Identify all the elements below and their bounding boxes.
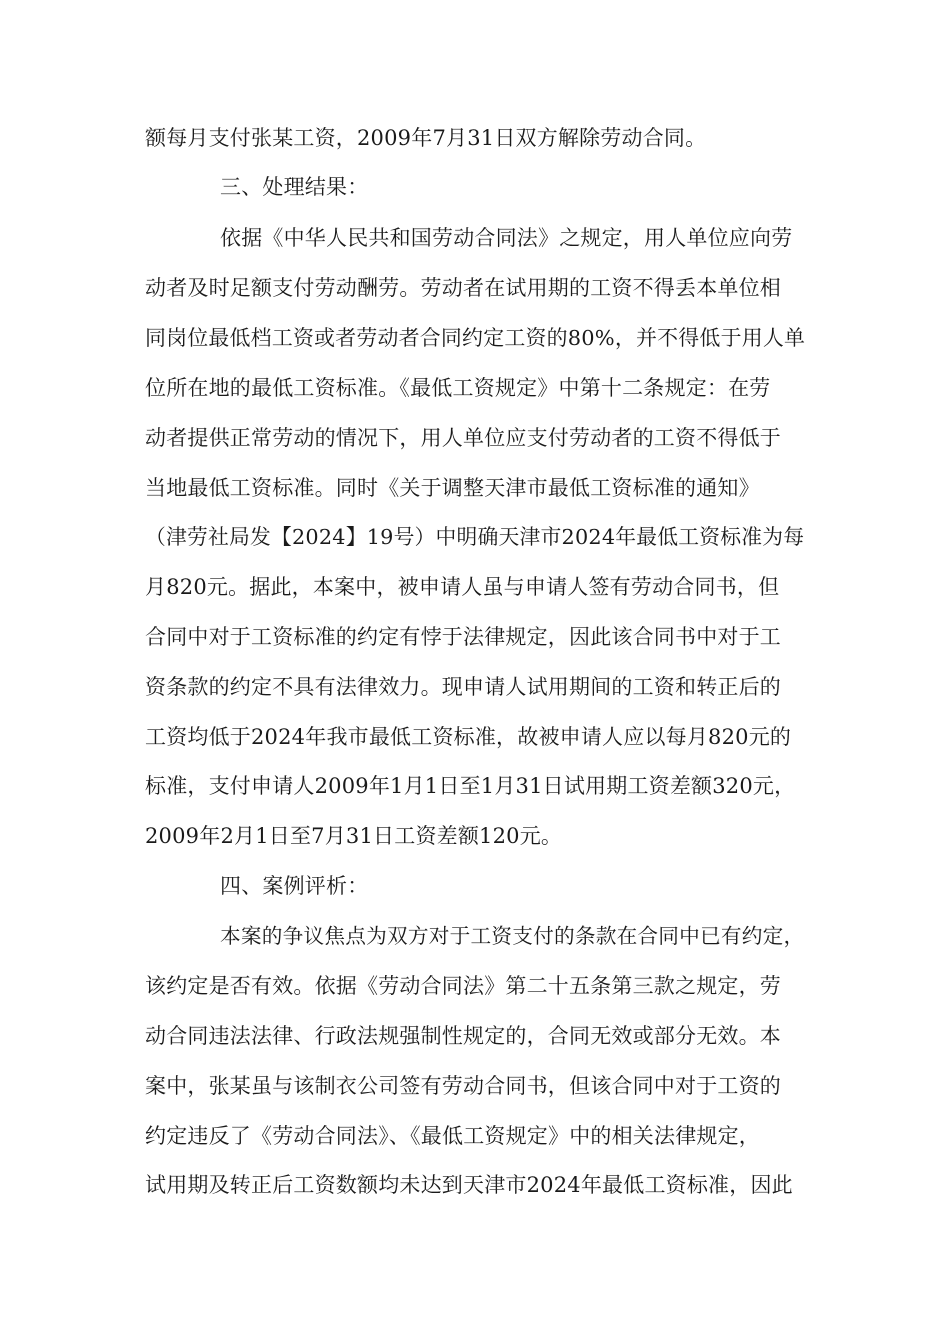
section-heading: 三、处理结果： — [220, 175, 369, 199]
text-line: （津劳社局发【2024】19号）中明确天津市2024年最低工资标准为每 — [145, 525, 805, 549]
text-line: 标准，支付申请人2009年1月1日至1月31日试用期工资差额320元， — [145, 774, 796, 798]
section-heading: 四、案例评析： — [220, 874, 369, 898]
text-line: 动者及时足额支付劳动酬劳。劳动者在试用期的工资不得丢本单位相 — [145, 276, 781, 300]
text-line: 该约定是否有效。依据《劳动合同法》第二十五条第三款之规定，劳 — [145, 974, 781, 998]
text-line: 本案的争议焦点为双方对于工资支付的条款在合同中已有约定， — [220, 924, 805, 948]
text-line: 当地最低工资标准。同时《关于调整天津市最低工资标准的通知》 — [145, 476, 760, 500]
text-line: 依据《中华人民共和国劳动合同法》之规定，用人单位应向劳 — [220, 226, 793, 250]
text-line: 案中，张某虽与该制衣公司签有劳动合同书，但该合同中对于工资的 — [145, 1074, 781, 1098]
text-line: 工资均低于2024年我市最低工资标准，故被申请人应以每月820元的 — [145, 725, 792, 749]
text-line: 约定违反了《劳动合同法》、《最低工资规定》中的相关法律规定， — [145, 1124, 760, 1148]
text-line: 合同中对于工资标准的约定有悖于法律规定，因此该合同书中对于工 — [145, 625, 781, 649]
text-line: 试用期及转正后工资数额均未达到天津市2024年最低工资标准，因此 — [145, 1173, 793, 1197]
text-line: 额每月支付张某工资，2009年7月31日双方解除劳动合同。 — [145, 126, 707, 150]
text-line: 位所在地的最低工资标准。《最低工资规定》中第十二条规定：在劳 — [145, 376, 771, 400]
text-line: 2009年2月1日至7月31日工资差额120元。 — [145, 824, 563, 848]
text-line: 同岗位最低档工资或者劳动者合同约定工资的80%，并不得低于用人单 — [145, 326, 806, 350]
text-line: 动者提供正常劳动的情况下，用人单位应支付劳动者的工资不得低于 — [145, 426, 781, 450]
text-line: 月820元。据此，本案中，被申请人虽与申请人签有劳动合同书，但 — [145, 575, 780, 599]
text-line: 资条款的约定不具有法律效力。现申请人试用期间的工资和转正后的 — [145, 675, 781, 699]
text-line: 动合同违法法律、行政法规强制性规定的，合同无效或部分无效。本 — [145, 1024, 781, 1048]
